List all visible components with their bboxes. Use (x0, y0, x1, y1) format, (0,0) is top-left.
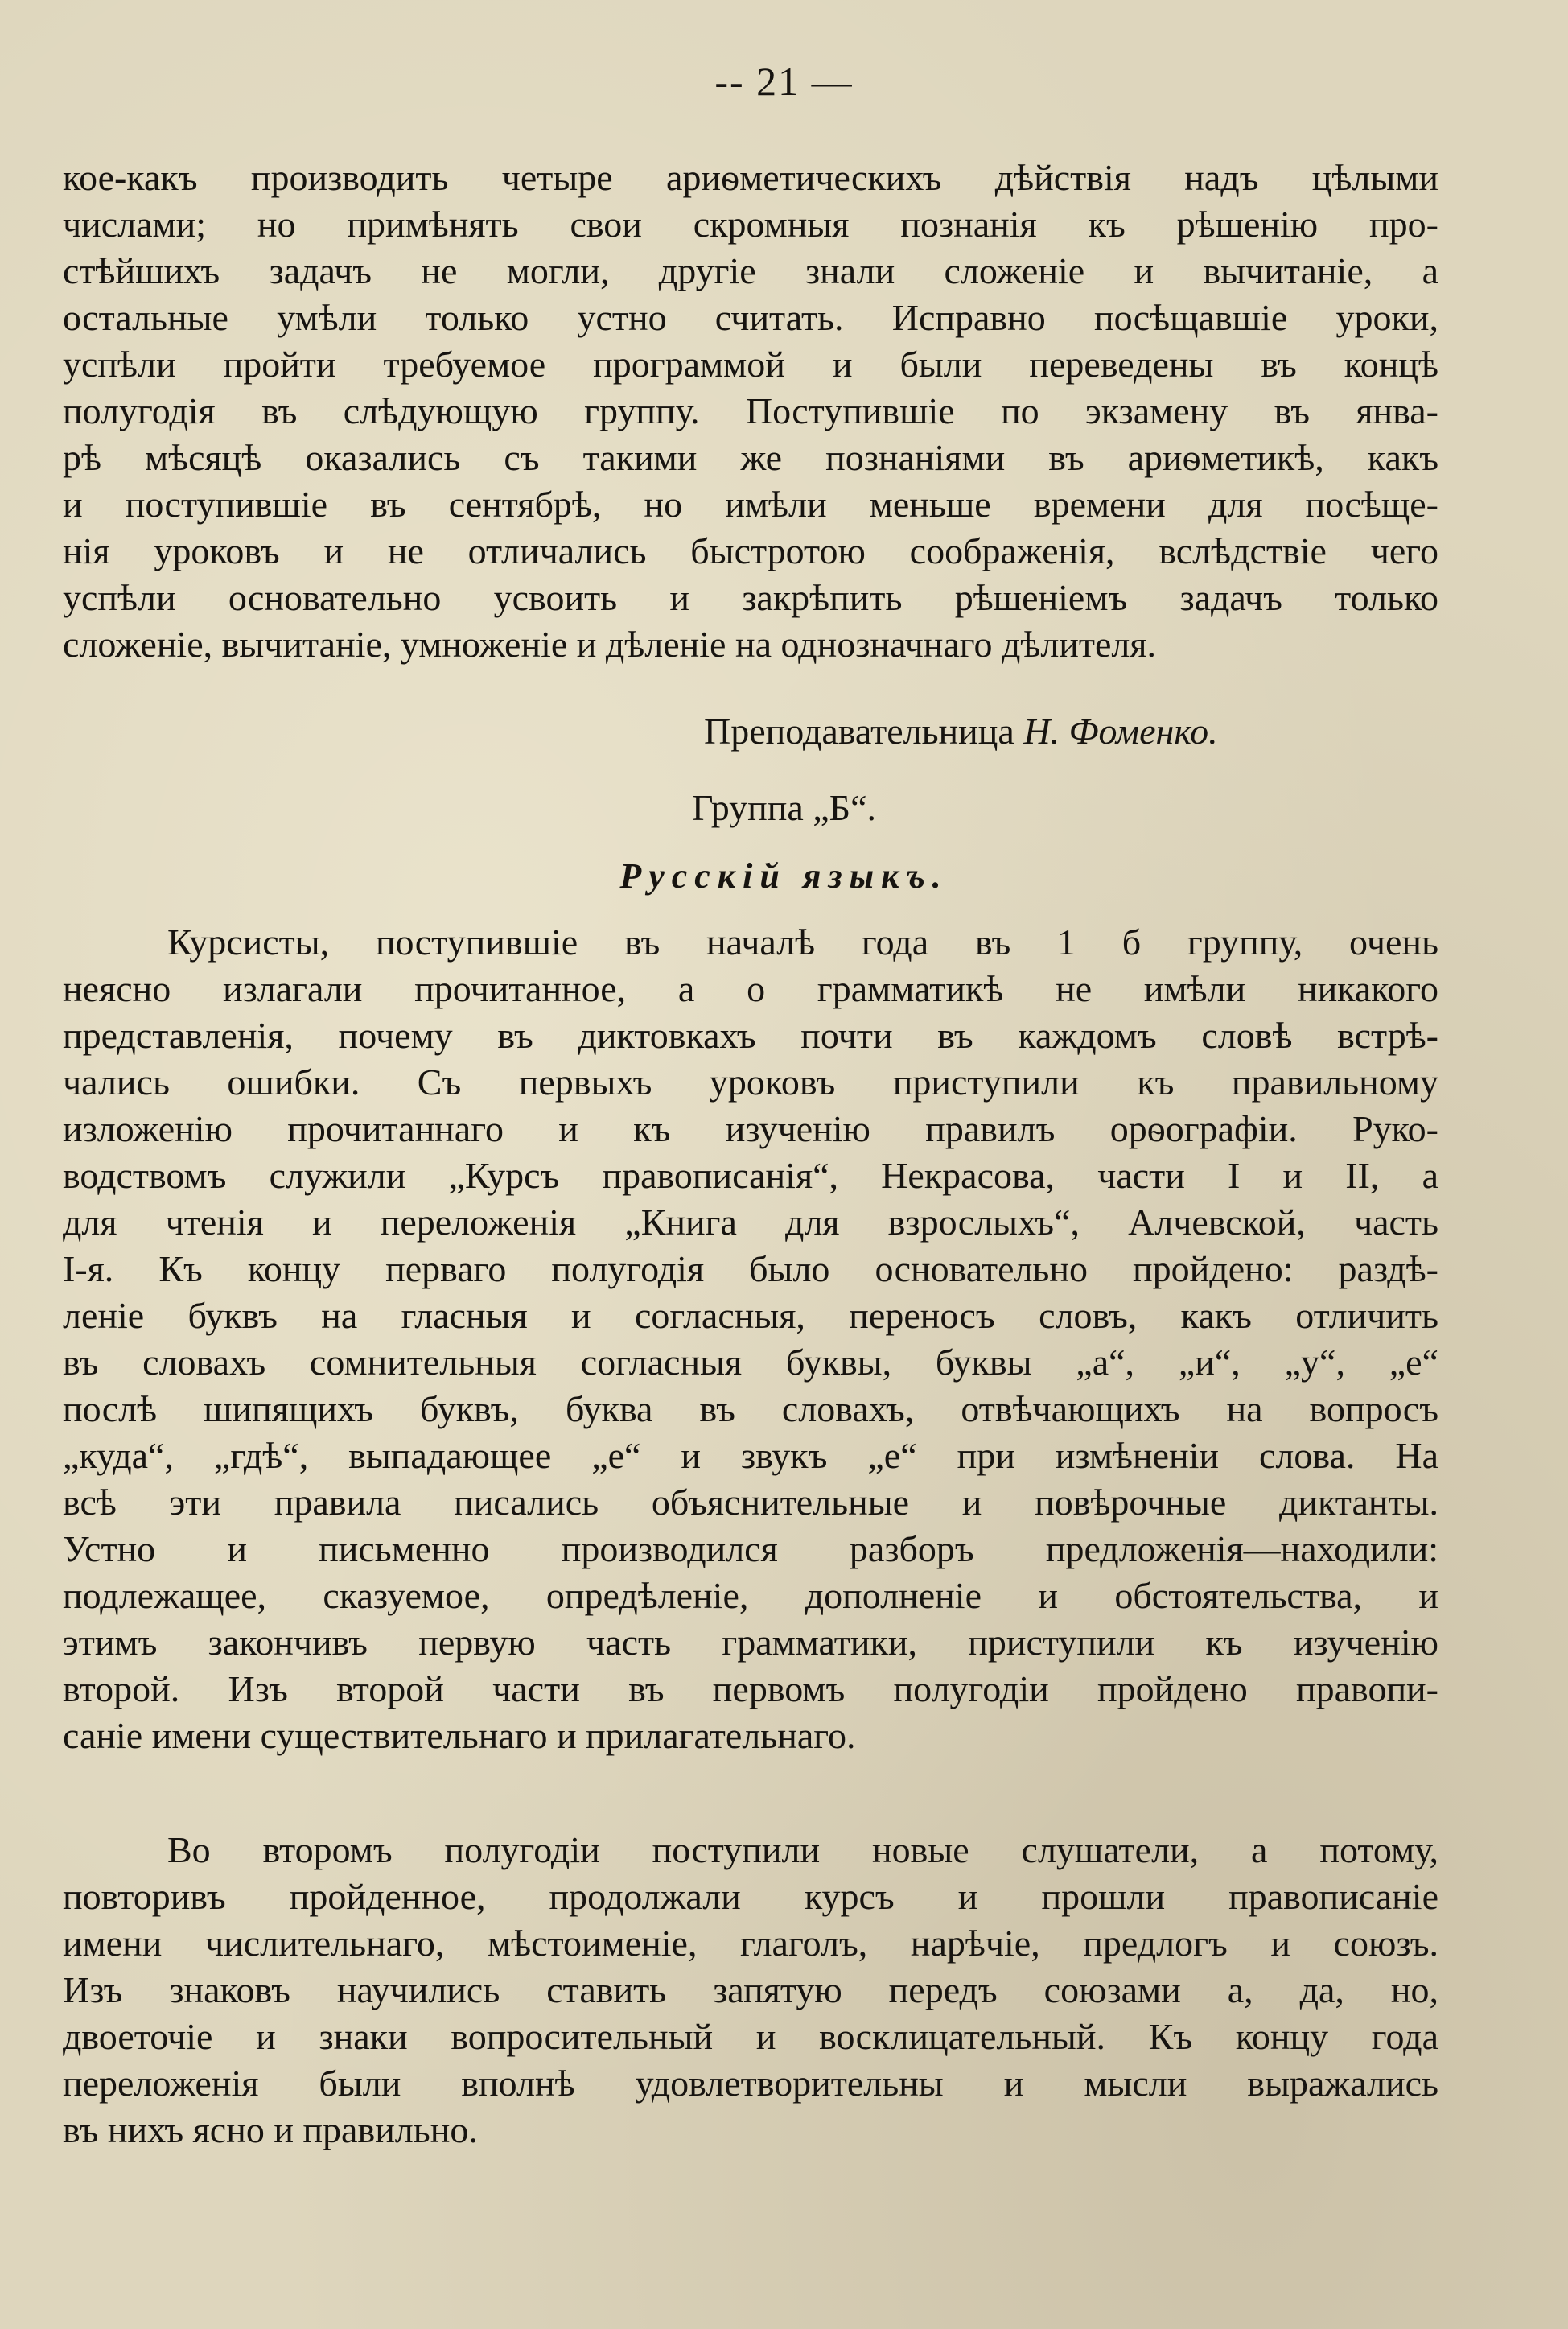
text-line: Изъ знаковъ научились ставить запятую передъ союзами а, да, но, (63, 1969, 1438, 2010)
text-line: второй. Изъ второй части въ первомъ полугодіи пройдено правопи- (63, 1668, 1438, 1709)
text-line: всѣ эти правила писались объяснительные и повѣрочные диктанты. (63, 1482, 1438, 1523)
text-line: для чтенія и переложенія „Книга для взрослыхъ“, Алчевской, часть (63, 1202, 1438, 1243)
paragraph-russian-first-half (63, 919, 1438, 1759)
text-line: остальные умѣли только устно считать. Исправно посѣщавшіе уроки, (63, 297, 1438, 338)
text-line: Устно и письменно производился разборъ предложенія—находили: (63, 1528, 1438, 1569)
teacher-signature (704, 708, 1218, 755)
text-line: рѣ мѣсяцѣ оказались съ такими же познаніями въ ариѳметикѣ, какъ (63, 437, 1438, 478)
text-line: полугодія въ слѣдующую группу. Поступившіе по экзамену въ янва- (63, 390, 1438, 431)
text-line: Курсисты, поступившіе въ началѣ года въ 1 б группу, очень (167, 921, 1438, 963)
text-line: Во второмъ полугодіи поступили новые слушатели, а потому, (167, 1829, 1438, 1870)
paragraph-arithmetic-report (63, 155, 1438, 668)
text-line: саніе имени существительнаго и прилагательнаго. (63, 1715, 856, 1756)
text-line: имени числительнаго, мѣстоименіе, глаголъ, нарѣчіе, предлогъ и союзъ. (63, 1923, 1438, 1964)
text-line: числами; но примѣнять свои скромныя познанія къ рѣшенію про- (63, 204, 1438, 245)
text-line: повторивъ пройденное, продолжали курсъ и прошли правописаніе (63, 1876, 1438, 1917)
signature-role: Преподавательница (704, 711, 1014, 752)
text-line: этимъ закончивъ первую часть грамматики, приступили къ изученію (63, 1622, 1438, 1663)
text-line: переложенія были вполнѣ удовлетворительны и мысли выражались (63, 2063, 1438, 2104)
text-line: изложенію прочитаннаго и къ изученію правилъ орѳографіи. Руко- (63, 1108, 1438, 1149)
text-line: представленія, почему въ диктовкахъ почти въ каждомъ словѣ встрѣ- (63, 1015, 1438, 1056)
text-line: кое-какъ производить четыре ариѳметическихъ дѣйствія надъ цѣлыми (63, 157, 1438, 198)
text-line: чались ошибки. Съ первыхъ уроковъ приступили къ правильному (63, 1061, 1438, 1103)
text-line: и поступившіе въ сентябрѣ, но имѣли меньше времени для посѣще- (63, 484, 1438, 525)
text-line: въ нихъ ясно и правильно. (63, 2109, 478, 2150)
paragraph-russian-second-half (63, 1827, 1438, 2154)
text-line: послѣ шипящихъ буквъ, буква въ словахъ, отвѣчающихъ на вопросъ (63, 1388, 1438, 1429)
text-line: сложеніе, вычитаніе, умноженіе и дѣленіе на однозначнаго дѣлителя. (63, 624, 1157, 665)
subject-heading: Русскій языкъ. (619, 856, 949, 896)
text-line: водствомъ служили „Курсъ правописанія“, Некрасова, части I и II, а (63, 1155, 1438, 1196)
text-line: въ словахъ сомнительныя согласныя буквы, буквы „а“, „и“, „у“, „е“ (63, 1342, 1438, 1383)
text-line: I-я. Къ концу перваго полугодія было основательно пройдено: раздѣ- (63, 1248, 1438, 1289)
text-line: „куда“, „гдѣ“, выпадающее „е“ и звукъ „е“ при измѣненіи слова. На (63, 1435, 1438, 1476)
text-line: двоеточіе и знаки вопросительный и восклицательный. Къ концу года (63, 2016, 1438, 2057)
text-line: стѣйшихъ задачъ не могли, другіе знали сложеніе и вычитаніе, а (63, 250, 1438, 291)
signature-name: Н. Фоменко. (1023, 711, 1218, 752)
text-line: неясно излагали прочитанное, а о грамматикѣ не имѣли никакого (63, 968, 1438, 1009)
group-heading: Группа „Б“. (692, 787, 876, 828)
text-line: нія уроковъ и не отличались быстротою соображенія, вслѣдствіе чего (63, 530, 1438, 571)
page-number: -- 21 — (714, 59, 854, 104)
text-line: успѣли основательно усвоить и закрѣпить рѣшеніемъ задачъ только (63, 577, 1438, 618)
text-line: успѣли пройти требуемое программой и были переведены въ концѣ (63, 344, 1438, 385)
text-line: подлежащее, сказуемое, опредѣленіе, дополненіе и обстоятельства, и (63, 1575, 1438, 1616)
text-line: леніе буквъ на гласныя и согласныя, переносъ словъ, какъ отличить (63, 1295, 1438, 1336)
